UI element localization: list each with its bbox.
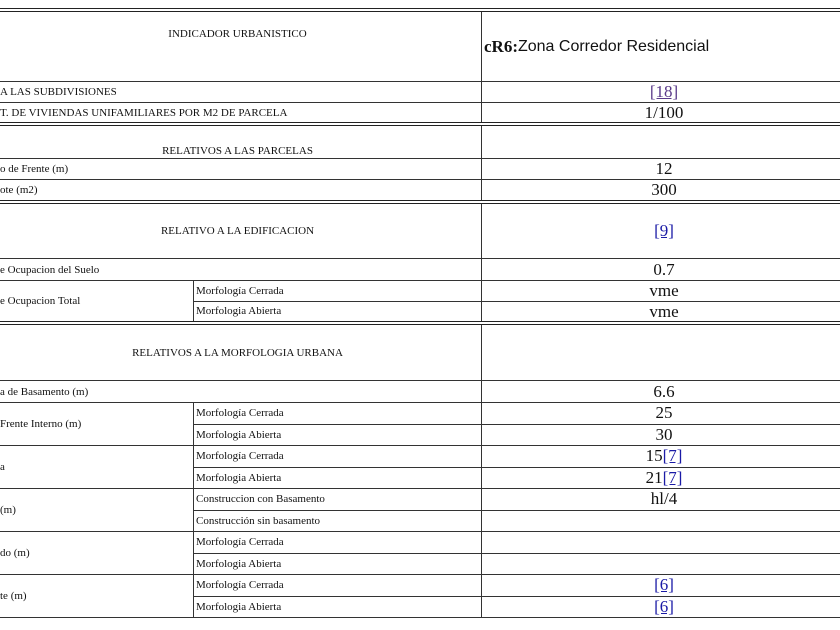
section-header-row (0, 126, 840, 159)
table-row (0, 259, 840, 281)
row-label-cell (0, 575, 482, 617)
row-value: 300 (651, 180, 677, 199)
row-label: e Ocupacion Total (0, 295, 81, 307)
row-label-cell (0, 259, 482, 280)
row-label: ote (m2) (0, 184, 38, 196)
footnote-link-6[interactable]: [6] (654, 575, 674, 595)
row-value-cell (482, 204, 840, 258)
row-label-cell (0, 82, 482, 102)
footnote-link-18[interactable]: [18] (649, 82, 679, 101)
section-header-cell (0, 126, 482, 158)
indicator-header-cell (0, 12, 482, 81)
row-value-cell (482, 180, 840, 200)
footnote-link-7[interactable]: [7] (662, 467, 683, 487)
footnote-link-9[interactable]: [9] (654, 221, 674, 240)
row-label: a (0, 461, 5, 473)
table-row (0, 180, 840, 204)
footnote-link-7[interactable]: [7] (662, 446, 683, 466)
row-value (482, 467, 840, 489)
row-label-cell (0, 103, 482, 122)
row-value: 0.7 (653, 259, 675, 279)
value-number: 15 (645, 446, 663, 466)
row-value: 25 (655, 403, 673, 423)
zone-name: Zona Corredor Residencial (517, 37, 710, 55)
row-value (482, 553, 840, 575)
row-value: vme (649, 281, 679, 300)
row-value-cell (482, 259, 840, 280)
row-label: te (m) (0, 590, 27, 602)
value-number: 21 (645, 467, 663, 487)
table-row-split (0, 489, 840, 532)
row-value (482, 446, 840, 467)
sub-label: Construcción sin basamento (194, 510, 481, 532)
section-header-label: RELATIVO A LA EDIFICACION (160, 225, 315, 237)
sub-label: Morfologia Abierta (194, 596, 481, 618)
zone-code: cR6: (484, 36, 518, 56)
indicator-header-label: INDICADOR URBANISTICO (168, 28, 307, 40)
sub-label: Construccion con Basamento (196, 493, 325, 506)
row-value (482, 532, 840, 553)
section-header-row (0, 204, 840, 259)
sub-label: Morfología Cerrada (196, 450, 284, 463)
sub-label: Morfologia Abierta (194, 467, 481, 489)
sub-label: Morfologia Abierta (194, 424, 481, 446)
row-label: (m) (0, 504, 16, 516)
row-label: o de Frente (m) (0, 163, 69, 175)
row-label-cell (0, 159, 482, 179)
section-header-label: RELATIVOS A LAS PARCELAS (162, 145, 313, 157)
row-label: A LAS SUBDIVISIONES (0, 86, 117, 98)
row-value: 1/100 (644, 102, 684, 122)
row-value-cell (482, 381, 840, 402)
row-value: 30 (482, 424, 840, 446)
row-value-cell (482, 126, 840, 158)
row-label-cell (0, 381, 482, 402)
row-label-cell (0, 403, 482, 445)
row-label-cell (0, 489, 482, 531)
sub-label: Morfologia Abierta (194, 553, 481, 575)
table-row-split (0, 281, 840, 325)
table-row-split (0, 403, 840, 446)
table-row-split (0, 446, 840, 489)
table-row-split (0, 532, 840, 575)
row-label-cell (0, 180, 482, 200)
row-label: e Ocupacion del Suelo (0, 263, 100, 276)
sub-label: Morfología Cerrada (196, 579, 284, 592)
row-value (482, 596, 840, 618)
row-label-cell (0, 446, 482, 488)
table-row-split (0, 575, 840, 618)
row-value: 6.6 (653, 381, 675, 401)
table-row (0, 159, 840, 180)
row-value-cell (482, 325, 840, 380)
section-header-cell (0, 204, 482, 258)
urban-indicators-table (0, 8, 840, 618)
row-value-cell (482, 82, 840, 102)
row-value (482, 510, 840, 532)
section-header-label: RELATIVOS A LA MORFOLOGIA URBANA (132, 346, 343, 359)
table-row (0, 82, 840, 103)
row-label-cell (0, 532, 482, 574)
row-label: Frente Interno (m) (0, 418, 82, 430)
row-label-cell (0, 281, 482, 321)
zone-header-cell (482, 12, 840, 81)
sub-label: Morfología Cerrada (196, 536, 284, 549)
table-row (0, 103, 840, 126)
sub-label: Morfología Cerrada (196, 284, 284, 297)
row-label: a de Basamento (m) (0, 385, 89, 398)
table-row (0, 381, 840, 403)
row-value: hl/4 (650, 489, 678, 509)
row-value-cell (482, 159, 840, 179)
row-value: 12 (655, 159, 673, 178)
row-value (482, 575, 840, 596)
sub-label: Morfología Cerrada (196, 407, 284, 420)
table-header-row (0, 8, 840, 82)
sub-label: Morfologia Abierta (194, 301, 481, 322)
section-header-cell (0, 325, 482, 380)
row-value-cell (482, 103, 840, 122)
row-value: vme (482, 301, 840, 322)
row-label: do (m) (0, 547, 30, 559)
row-label: T. DE VIVIENDAS UNIFAMILIARES POR M2 DE PARCELA (0, 106, 288, 119)
footnote-link-6[interactable]: [6] (654, 596, 674, 616)
section-header-row (0, 325, 840, 381)
